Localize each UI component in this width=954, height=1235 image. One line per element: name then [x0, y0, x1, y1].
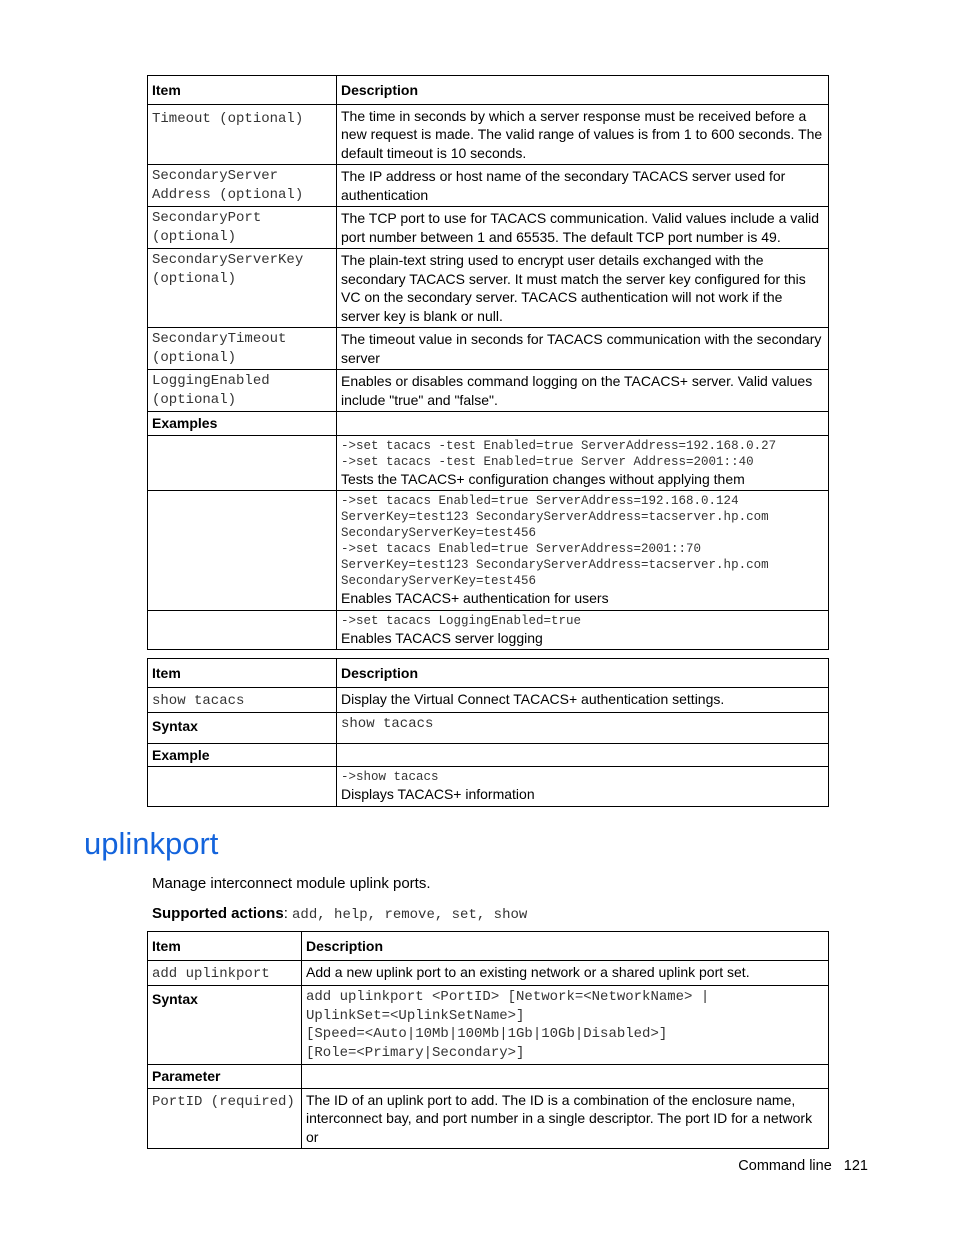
command-name: add uplinkport: [148, 960, 302, 986]
column-header-description: Description: [337, 659, 829, 688]
example-row: [148, 610, 829, 650]
syntax-label: Syntax: [148, 986, 302, 1065]
tacacs-parameters-table: [147, 75, 829, 650]
table-header-row: [148, 659, 829, 688]
table-row: [148, 687, 829, 713]
syntax-code: show tacacs: [337, 713, 829, 744]
param-description: The ID of an uplink port to add. The ID is a combination of the enclosure name, interconnect bay, and port number in a single descriptor. The port ID for a network or: [302, 1088, 829, 1149]
page-footer: [738, 1158, 868, 1174]
table-row: [148, 104, 829, 165]
command-name: show tacacs: [148, 687, 337, 713]
supported-actions-list: add, help, remove, set, show: [292, 907, 528, 923]
empty-cell: [337, 743, 829, 767]
empty-cell: [148, 491, 337, 611]
table-header-row: [148, 932, 829, 961]
example-row: [148, 435, 829, 491]
empty-cell: [148, 767, 337, 807]
table-row: [148, 207, 829, 249]
syntax-row: [148, 986, 829, 1065]
example-description: Enables TACACS server logging: [341, 629, 543, 646]
example-code: ->set tacacs LoggingEnabled=true: [341, 613, 582, 628]
example-description: Enables TACACS+ authentication for users: [341, 590, 609, 606]
example-row: [148, 491, 829, 611]
table-row: [148, 1088, 829, 1149]
param-name: SecondaryServerKey (optional): [148, 249, 337, 328]
param-name: LoggingEnabled (optional): [148, 370, 337, 412]
example-cell: [337, 435, 829, 491]
show-tacacs-table: [147, 658, 829, 807]
command-description: Add a new uplink port to an existing network or a shared uplink port set.: [302, 960, 829, 986]
example-code: ->set tacacs Enabled=true ServerAddress=192.168.0.124 ServerKey=test123 SecondaryServerAddress=tacserver.hp.com SecondaryServerKey=test456 ->set tacacs Enabled=true ServerAddress=2001::70 ServerKey=test123 SecondaryServerAddress=tacserver.hp.com SecondaryServerKey=test456: [341, 494, 769, 588]
example-code: ->show tacacs: [341, 770, 439, 784]
command-description: Display the Virtual Connect TACACS+ authentication settings.: [337, 687, 829, 713]
table-row: [148, 165, 829, 207]
param-name: SecondaryPort (optional): [148, 207, 337, 249]
column-header-item: Item: [148, 76, 337, 105]
section-title: uplinkport: [84, 826, 219, 861]
example-cell: [337, 767, 829, 807]
param-description: The timeout value in seconds for TACACS communication with the secondary server: [337, 328, 829, 370]
table-row: [148, 328, 829, 370]
example-label: Example: [148, 743, 337, 767]
param-name: SecondaryTimeout (optional): [148, 328, 337, 370]
column-header-description: Description: [337, 76, 829, 105]
example-cell: [337, 610, 829, 650]
example-description: Displays TACACS+ information: [341, 786, 535, 802]
param-name: Timeout (optional): [148, 104, 337, 165]
column-header-item: Item: [148, 932, 302, 961]
example-code: ->set tacacs -test Enabled=true ServerAddress=192.168.0.27 ->set tacacs -test Enabled=true Server Address=2001::40: [341, 438, 777, 469]
param-name: PortID (required): [148, 1088, 302, 1149]
parameter-label-row: [148, 1065, 829, 1089]
examples-label-row: [148, 412, 829, 436]
supported-actions-label: Supported actions: [152, 905, 284, 922]
empty-cell: [148, 610, 337, 650]
param-description: The plain-text string used to encrypt user details exchanged with the secondary TACACS server. It must match the server key configured for this VC on the secondary server. TACACS authentication will not work if the server key is blank or null.: [337, 249, 829, 328]
example-label-row: [148, 743, 829, 767]
empty-cell: [337, 412, 829, 436]
column-header-description: Description: [302, 932, 829, 961]
example-cell: [337, 491, 829, 611]
param-description: The TCP port to use for TACACS communication. Valid values include a valid port number between 1 and 65535. The default TCP port number is 49.: [337, 207, 829, 249]
table-row: [148, 249, 829, 328]
syntax-label: Syntax: [148, 713, 337, 744]
syntax-code: add uplinkport <PortID> [Network=<NetworkName> | UplinkSet=<UplinkSetName>] [Speed=<Auto|10Mb|100Mb|1Gb|10Gb|Disabled>] [Role=<Primary|Secondary>]: [302, 986, 829, 1065]
table-row: [148, 960, 829, 986]
table-row: [148, 370, 829, 412]
empty-cell: [302, 1065, 829, 1089]
section-intro: Manage interconnect module uplink ports.: [152, 875, 431, 892]
supported-actions: Supported actions: add, help, remove, set, show: [152, 905, 528, 923]
parameter-label: Parameter: [148, 1065, 302, 1089]
footer-label: Command line: [738, 1158, 832, 1174]
add-uplinkport-table: [147, 931, 829, 1149]
empty-cell: [148, 435, 337, 491]
column-header-item: Item: [148, 659, 337, 688]
example-description: Tests the TACACS+ configuration changes without applying them: [341, 470, 745, 487]
syntax-row: [148, 713, 829, 744]
param-description: The time in seconds by which a server response must be received before a new request is made. The valid range of values is from 1 to 600 seconds. The default timeout is 10 seconds.: [337, 104, 829, 165]
param-description: Enables or disables command logging on the TACACS+ server. Valid values include "true" and "false".: [337, 370, 829, 412]
examples-label: Examples: [148, 412, 337, 436]
table-header-row: [148, 76, 829, 105]
param-description: The IP address or host name of the secondary TACACS server used for authentication: [337, 165, 829, 207]
param-name: SecondaryServer Address (optional): [148, 165, 337, 207]
example-row: [148, 767, 829, 807]
page-number: 121: [843, 1158, 868, 1174]
